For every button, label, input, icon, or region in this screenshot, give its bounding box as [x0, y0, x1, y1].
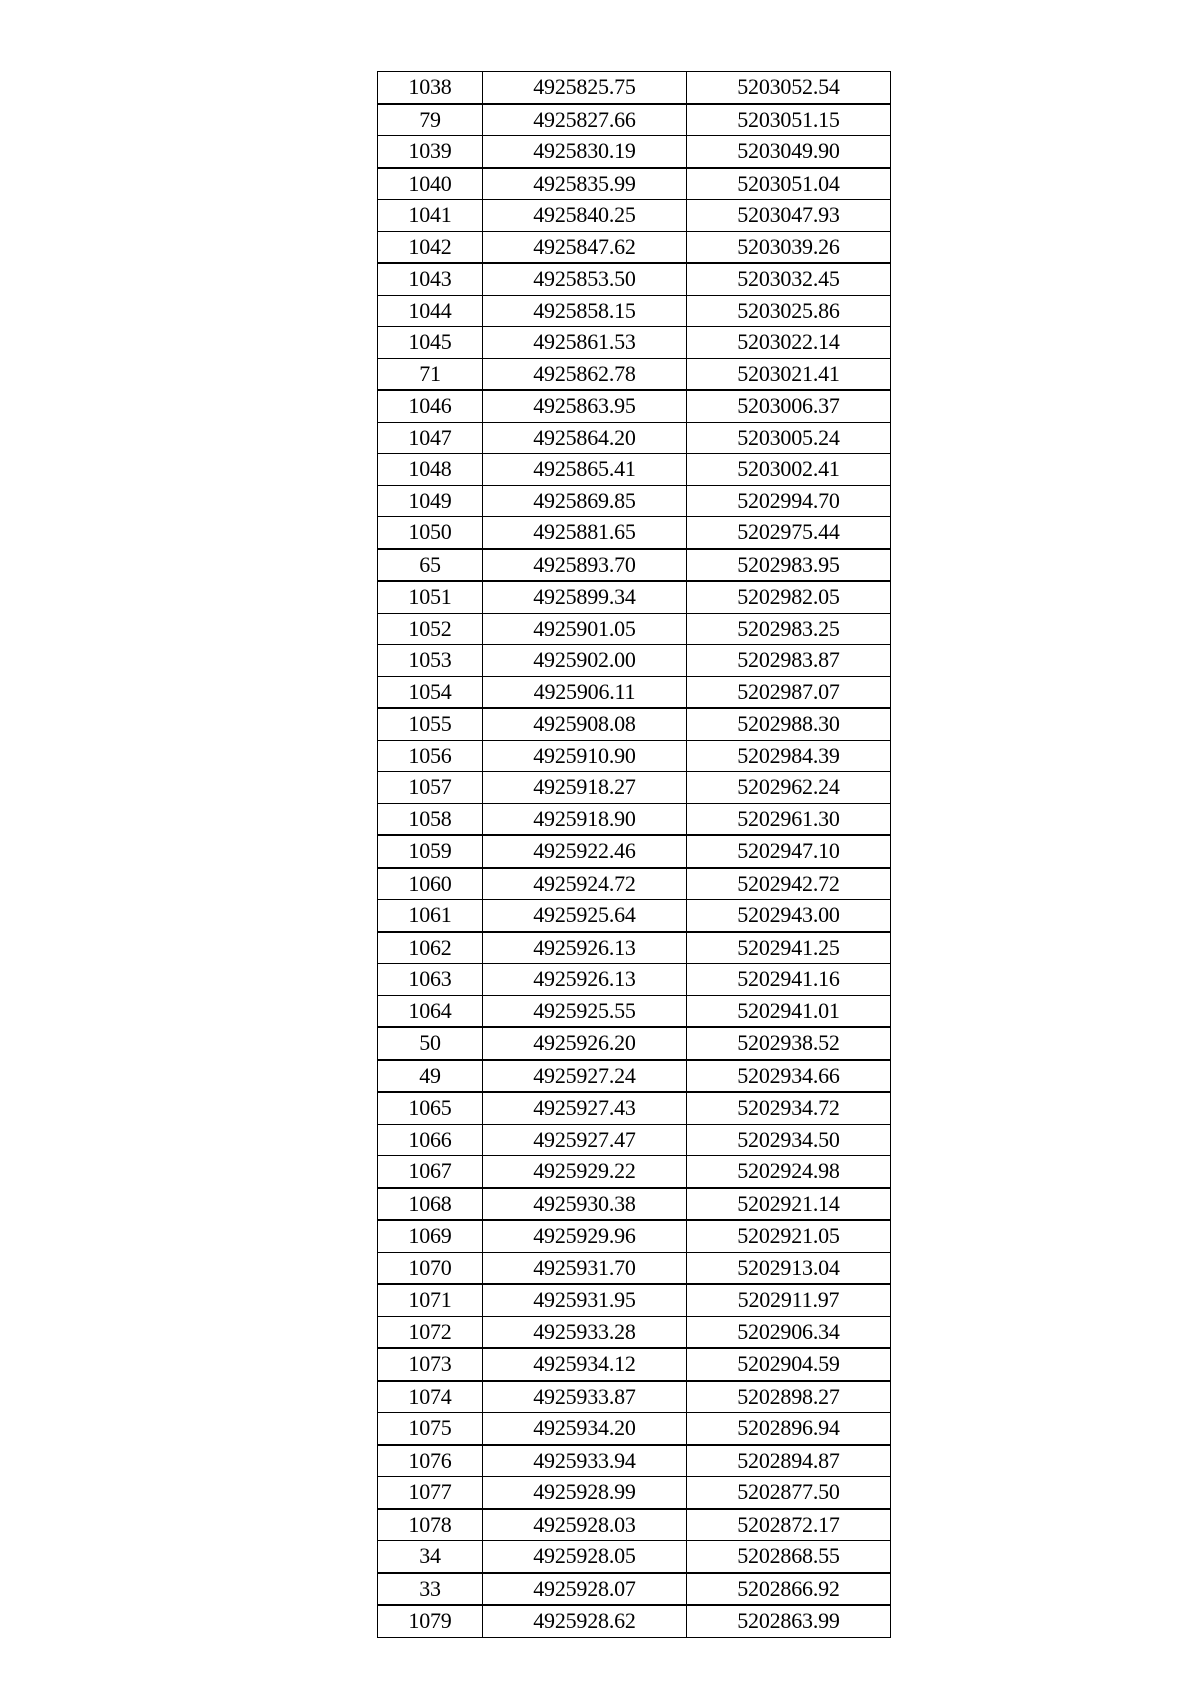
x-coordinate-cell: 4925931.70 [483, 1252, 687, 1284]
table-row [378, 72, 891, 104]
table-row [378, 1381, 891, 1413]
x-coordinate-cell: 4925929.22 [483, 1156, 687, 1188]
x-coordinate-cell: 4925926.20 [483, 1027, 687, 1060]
y-coordinate-cell: 5202983.87 [687, 645, 891, 677]
y-coordinate-cell: 5202975.44 [687, 517, 891, 549]
table-row [378, 136, 891, 168]
x-coordinate-cell: 4925928.07 [483, 1573, 687, 1606]
table-row [378, 549, 891, 582]
x-coordinate-cell: 4925864.20 [483, 422, 687, 454]
table-row [378, 1252, 891, 1284]
x-coordinate-cell: 4925901.05 [483, 613, 687, 645]
table-row [378, 1092, 891, 1124]
x-coordinate-cell: 4925934.12 [483, 1348, 687, 1381]
point-number-cell: 1069 [378, 1220, 483, 1252]
table-row [378, 835, 891, 868]
table-row [378, 1284, 891, 1316]
y-coordinate-cell: 5203051.15 [687, 104, 891, 136]
table-row [378, 803, 891, 835]
point-number-cell: 1078 [378, 1509, 483, 1541]
point-number-cell: 1072 [378, 1316, 483, 1348]
point-number-cell: 79 [378, 104, 483, 136]
point-number-cell: 1048 [378, 454, 483, 486]
table-row [378, 1541, 891, 1573]
x-coordinate-cell: 4925881.65 [483, 517, 687, 549]
table-row [378, 964, 891, 996]
point-number-cell: 1062 [378, 932, 483, 964]
point-number-cell: 1057 [378, 772, 483, 804]
table-row [378, 581, 891, 613]
point-number-cell: 1046 [378, 390, 483, 422]
table-row [378, 1220, 891, 1252]
y-coordinate-cell: 5202911.97 [687, 1284, 891, 1316]
x-coordinate-cell: 4925930.38 [483, 1188, 687, 1221]
x-coordinate-cell: 4925924.72 [483, 868, 687, 900]
x-coordinate-cell: 4925928.03 [483, 1509, 687, 1541]
y-coordinate-cell: 5202941.16 [687, 964, 891, 996]
point-number-cell: 1054 [378, 676, 483, 708]
table-row [378, 263, 891, 295]
x-coordinate-cell: 4925902.00 [483, 645, 687, 677]
x-coordinate-cell: 4925858.15 [483, 295, 687, 327]
table-row [378, 932, 891, 964]
y-coordinate-cell: 5202913.04 [687, 1252, 891, 1284]
y-coordinate-cell: 5202921.14 [687, 1188, 891, 1221]
y-coordinate-cell: 5202941.01 [687, 995, 891, 1027]
point-number-cell: 1040 [378, 168, 483, 200]
point-number-cell: 34 [378, 1541, 483, 1573]
table-row [378, 740, 891, 772]
x-coordinate-cell: 4925899.34 [483, 581, 687, 613]
point-number-cell: 1059 [378, 835, 483, 868]
x-coordinate-cell: 4925933.28 [483, 1316, 687, 1348]
coordinates-table-body [378, 72, 891, 1638]
y-coordinate-cell: 5203039.26 [687, 231, 891, 263]
x-coordinate-cell: 4925926.13 [483, 932, 687, 964]
point-number-cell: 1055 [378, 708, 483, 740]
x-coordinate-cell: 4925926.13 [483, 964, 687, 996]
point-number-cell: 1051 [378, 581, 483, 613]
point-number-cell: 1044 [378, 295, 483, 327]
y-coordinate-cell: 5202942.72 [687, 868, 891, 900]
y-coordinate-cell: 5203051.04 [687, 168, 891, 200]
y-coordinate-cell: 5202988.30 [687, 708, 891, 740]
table-row [378, 1573, 891, 1606]
x-coordinate-cell: 4925910.90 [483, 740, 687, 772]
y-coordinate-cell: 5203047.93 [687, 200, 891, 232]
x-coordinate-cell: 4925927.47 [483, 1124, 687, 1156]
point-number-cell: 1074 [378, 1381, 483, 1413]
y-coordinate-cell: 5202934.66 [687, 1060, 891, 1093]
x-coordinate-cell: 4925933.87 [483, 1381, 687, 1413]
y-coordinate-cell: 5202938.52 [687, 1027, 891, 1060]
x-coordinate-cell: 4925853.50 [483, 263, 687, 295]
point-number-cell: 1063 [378, 964, 483, 996]
point-number-cell: 1049 [378, 485, 483, 517]
x-coordinate-cell: 4925925.55 [483, 995, 687, 1027]
y-coordinate-cell: 5203006.37 [687, 390, 891, 422]
y-coordinate-cell: 5202866.92 [687, 1573, 891, 1606]
x-coordinate-cell: 4925827.66 [483, 104, 687, 136]
y-coordinate-cell: 5203025.86 [687, 295, 891, 327]
x-coordinate-cell: 4925825.75 [483, 72, 687, 104]
table-row [378, 390, 891, 422]
x-coordinate-cell: 4925908.08 [483, 708, 687, 740]
point-number-cell: 1038 [378, 72, 483, 104]
table-row [378, 231, 891, 263]
point-number-cell: 49 [378, 1060, 483, 1093]
table-row [378, 708, 891, 740]
point-number-cell: 1070 [378, 1252, 483, 1284]
x-coordinate-cell: 4925925.64 [483, 900, 687, 932]
table-row [378, 1605, 891, 1637]
y-coordinate-cell: 5202983.25 [687, 613, 891, 645]
y-coordinate-cell: 5202982.05 [687, 581, 891, 613]
x-coordinate-cell: 4925931.95 [483, 1284, 687, 1316]
table-row [378, 900, 891, 932]
y-coordinate-cell: 5202941.25 [687, 932, 891, 964]
point-number-cell: 1068 [378, 1188, 483, 1221]
x-coordinate-cell: 4925865.41 [483, 454, 687, 486]
x-coordinate-cell: 4925927.24 [483, 1060, 687, 1093]
y-coordinate-cell: 5202894.87 [687, 1445, 891, 1477]
point-number-cell: 1076 [378, 1445, 483, 1477]
table-row [378, 1509, 891, 1541]
y-coordinate-cell: 5203022.14 [687, 327, 891, 359]
point-number-cell: 1042 [378, 231, 483, 263]
point-number-cell: 1056 [378, 740, 483, 772]
x-coordinate-cell: 4925863.95 [483, 390, 687, 422]
point-number-cell: 1052 [378, 613, 483, 645]
y-coordinate-cell: 5202994.70 [687, 485, 891, 517]
table-row [378, 995, 891, 1027]
table-row [378, 422, 891, 454]
table-row [378, 358, 891, 390]
point-number-cell: 1058 [378, 803, 483, 835]
y-coordinate-cell: 5202934.50 [687, 1124, 891, 1156]
point-number-cell: 1060 [378, 868, 483, 900]
x-coordinate-cell: 4925934.20 [483, 1413, 687, 1445]
point-number-cell: 1047 [378, 422, 483, 454]
y-coordinate-cell: 5202898.27 [687, 1381, 891, 1413]
point-number-cell: 1073 [378, 1348, 483, 1381]
y-coordinate-cell: 5202921.05 [687, 1220, 891, 1252]
table-row [378, 1027, 891, 1060]
x-coordinate-cell: 4925840.25 [483, 200, 687, 232]
table-row [378, 1445, 891, 1477]
table-row [378, 1156, 891, 1188]
x-coordinate-cell: 4925927.43 [483, 1092, 687, 1124]
x-coordinate-cell: 4925929.96 [483, 1220, 687, 1252]
point-number-cell: 71 [378, 358, 483, 390]
point-number-cell: 1066 [378, 1124, 483, 1156]
y-coordinate-cell: 5203021.41 [687, 358, 891, 390]
table-row [378, 295, 891, 327]
x-coordinate-cell: 4925928.99 [483, 1477, 687, 1509]
table-row [378, 454, 891, 486]
point-number-cell: 1077 [378, 1477, 483, 1509]
table-row [378, 327, 891, 359]
table-row [378, 868, 891, 900]
y-coordinate-cell: 5202943.00 [687, 900, 891, 932]
x-coordinate-cell: 4925861.53 [483, 327, 687, 359]
table-row [378, 200, 891, 232]
x-coordinate-cell: 4925922.46 [483, 835, 687, 868]
table-row [378, 613, 891, 645]
point-number-cell: 1043 [378, 263, 483, 295]
table-row [378, 1060, 891, 1093]
point-number-cell: 65 [378, 549, 483, 582]
y-coordinate-cell: 5202987.07 [687, 676, 891, 708]
y-coordinate-cell: 5203032.45 [687, 263, 891, 295]
y-coordinate-cell: 5202868.55 [687, 1541, 891, 1573]
table-row [378, 517, 891, 549]
table-row [378, 104, 891, 136]
point-number-cell: 1039 [378, 136, 483, 168]
x-coordinate-cell: 4925830.19 [483, 136, 687, 168]
point-number-cell: 1071 [378, 1284, 483, 1316]
y-coordinate-cell: 5202947.10 [687, 835, 891, 868]
x-coordinate-cell: 4925835.99 [483, 168, 687, 200]
y-coordinate-cell: 5202984.39 [687, 740, 891, 772]
y-coordinate-cell: 5202924.98 [687, 1156, 891, 1188]
table-row [378, 1316, 891, 1348]
y-coordinate-cell: 5202896.94 [687, 1413, 891, 1445]
x-coordinate-cell: 4925906.11 [483, 676, 687, 708]
point-number-cell: 1061 [378, 900, 483, 932]
y-coordinate-cell: 5203052.54 [687, 72, 891, 104]
table-row [378, 168, 891, 200]
x-coordinate-cell: 4925918.27 [483, 772, 687, 804]
point-number-cell: 50 [378, 1027, 483, 1060]
y-coordinate-cell: 5202983.95 [687, 549, 891, 582]
y-coordinate-cell: 5202961.30 [687, 803, 891, 835]
y-coordinate-cell: 5202863.99 [687, 1605, 891, 1637]
x-coordinate-cell: 4925928.05 [483, 1541, 687, 1573]
point-number-cell: 1050 [378, 517, 483, 549]
y-coordinate-cell: 5202962.24 [687, 772, 891, 804]
x-coordinate-cell: 4925862.78 [483, 358, 687, 390]
point-number-cell: 1075 [378, 1413, 483, 1445]
x-coordinate-cell: 4925918.90 [483, 803, 687, 835]
y-coordinate-cell: 5203005.24 [687, 422, 891, 454]
coordinates-table [377, 71, 891, 1638]
y-coordinate-cell: 5202877.50 [687, 1477, 891, 1509]
point-number-cell: 1041 [378, 200, 483, 232]
point-number-cell: 1064 [378, 995, 483, 1027]
table-row [378, 485, 891, 517]
x-coordinate-cell: 4925933.94 [483, 1445, 687, 1477]
table-row [378, 676, 891, 708]
point-number-cell: 1053 [378, 645, 483, 677]
point-number-cell: 33 [378, 1573, 483, 1606]
y-coordinate-cell: 5203049.90 [687, 136, 891, 168]
table-row [378, 1348, 891, 1381]
x-coordinate-cell: 4925869.85 [483, 485, 687, 517]
point-number-cell: 1079 [378, 1605, 483, 1637]
table-row [378, 645, 891, 677]
point-number-cell: 1045 [378, 327, 483, 359]
y-coordinate-cell: 5202934.72 [687, 1092, 891, 1124]
y-coordinate-cell: 5202906.34 [687, 1316, 891, 1348]
y-coordinate-cell: 5202872.17 [687, 1509, 891, 1541]
x-coordinate-cell: 4925928.62 [483, 1605, 687, 1637]
table-row [378, 772, 891, 804]
table-row [378, 1124, 891, 1156]
x-coordinate-cell: 4925893.70 [483, 549, 687, 582]
y-coordinate-cell: 5203002.41 [687, 454, 891, 486]
x-coordinate-cell: 4925847.62 [483, 231, 687, 263]
y-coordinate-cell: 5202904.59 [687, 1348, 891, 1381]
point-number-cell: 1065 [378, 1092, 483, 1124]
table-row [378, 1413, 891, 1445]
table-row [378, 1188, 891, 1221]
point-number-cell: 1067 [378, 1156, 483, 1188]
table-row [378, 1477, 891, 1509]
